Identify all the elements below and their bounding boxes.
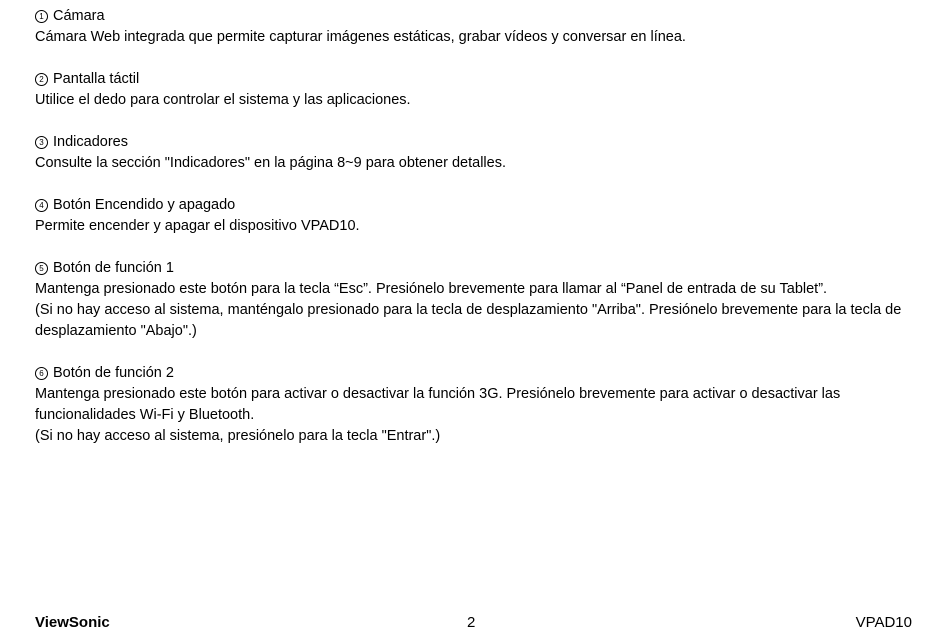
section-title: Botón de función 2 [53, 365, 174, 381]
page-footer [0, 614, 950, 634]
section-heading [35, 69, 915, 90]
section-heading [35, 132, 915, 153]
section-title: Cámara [53, 8, 105, 24]
section-text: Permite encender y apagar el dispositivo VPAD10. [35, 218, 360, 234]
section-power-button [35, 195, 915, 237]
section-camera [35, 6, 915, 48]
circled-number-icon: 6 [35, 367, 48, 380]
section-heading [35, 195, 915, 216]
section-heading [35, 363, 915, 384]
circled-number-icon: 5 [35, 262, 48, 275]
section-function-button-2 [35, 363, 915, 447]
footer-model: VPAD10 [855, 614, 912, 631]
circled-number-icon: 4 [35, 199, 48, 212]
section-text: Mantenga presionado este botón para la tecla “Esc”. Presiónelo brevemente para llamar al “Panel de entrada de su Tablet”. [35, 281, 828, 297]
section-touchscreen [35, 69, 915, 111]
section-indicators [35, 132, 915, 174]
section-heading [35, 6, 915, 27]
document-body [35, 6, 915, 468]
section-text-note: (Si no hay acceso al sistema, presiónelo para la tecla "Entrar".) [35, 428, 441, 444]
footer-brand: ViewSonic [35, 614, 110, 631]
section-title: Botón de función 1 [53, 260, 174, 276]
page-number: 2 [467, 614, 476, 631]
section-text: Mantenga presionado este botón para activar o desactivar la función 3G. Presiónelo brevemente para activar o desactivar las funcionalidades Wi-Fi y Bluetooth. [35, 386, 841, 423]
circled-number-icon: 1 [35, 10, 48, 23]
section-title: Pantalla táctil [53, 71, 140, 87]
circled-number-icon: 2 [35, 73, 48, 86]
section-text-note: (Si no hay acceso al sistema, manténgalo presionado para la tecla de desplazamiento "Arriba". Presiónelo brevemente para la tecla de desplazamiento "Abajo".) [35, 302, 902, 339]
section-text: Utilice el dedo para controlar el sistema y las aplicaciones. [35, 92, 411, 108]
section-function-button-1 [35, 258, 915, 342]
circled-number-icon: 3 [35, 136, 48, 149]
section-heading [35, 258, 915, 279]
section-text: Cámara Web integrada que permite capturar imágenes estáticas, grabar vídeos y conversar en línea. [35, 29, 686, 45]
section-text: Consulte la sección "Indicadores" en la página 8~9 para obtener detalles. [35, 155, 506, 171]
section-title: Indicadores [53, 134, 128, 150]
section-title: Botón Encendido y apagado [53, 197, 236, 213]
